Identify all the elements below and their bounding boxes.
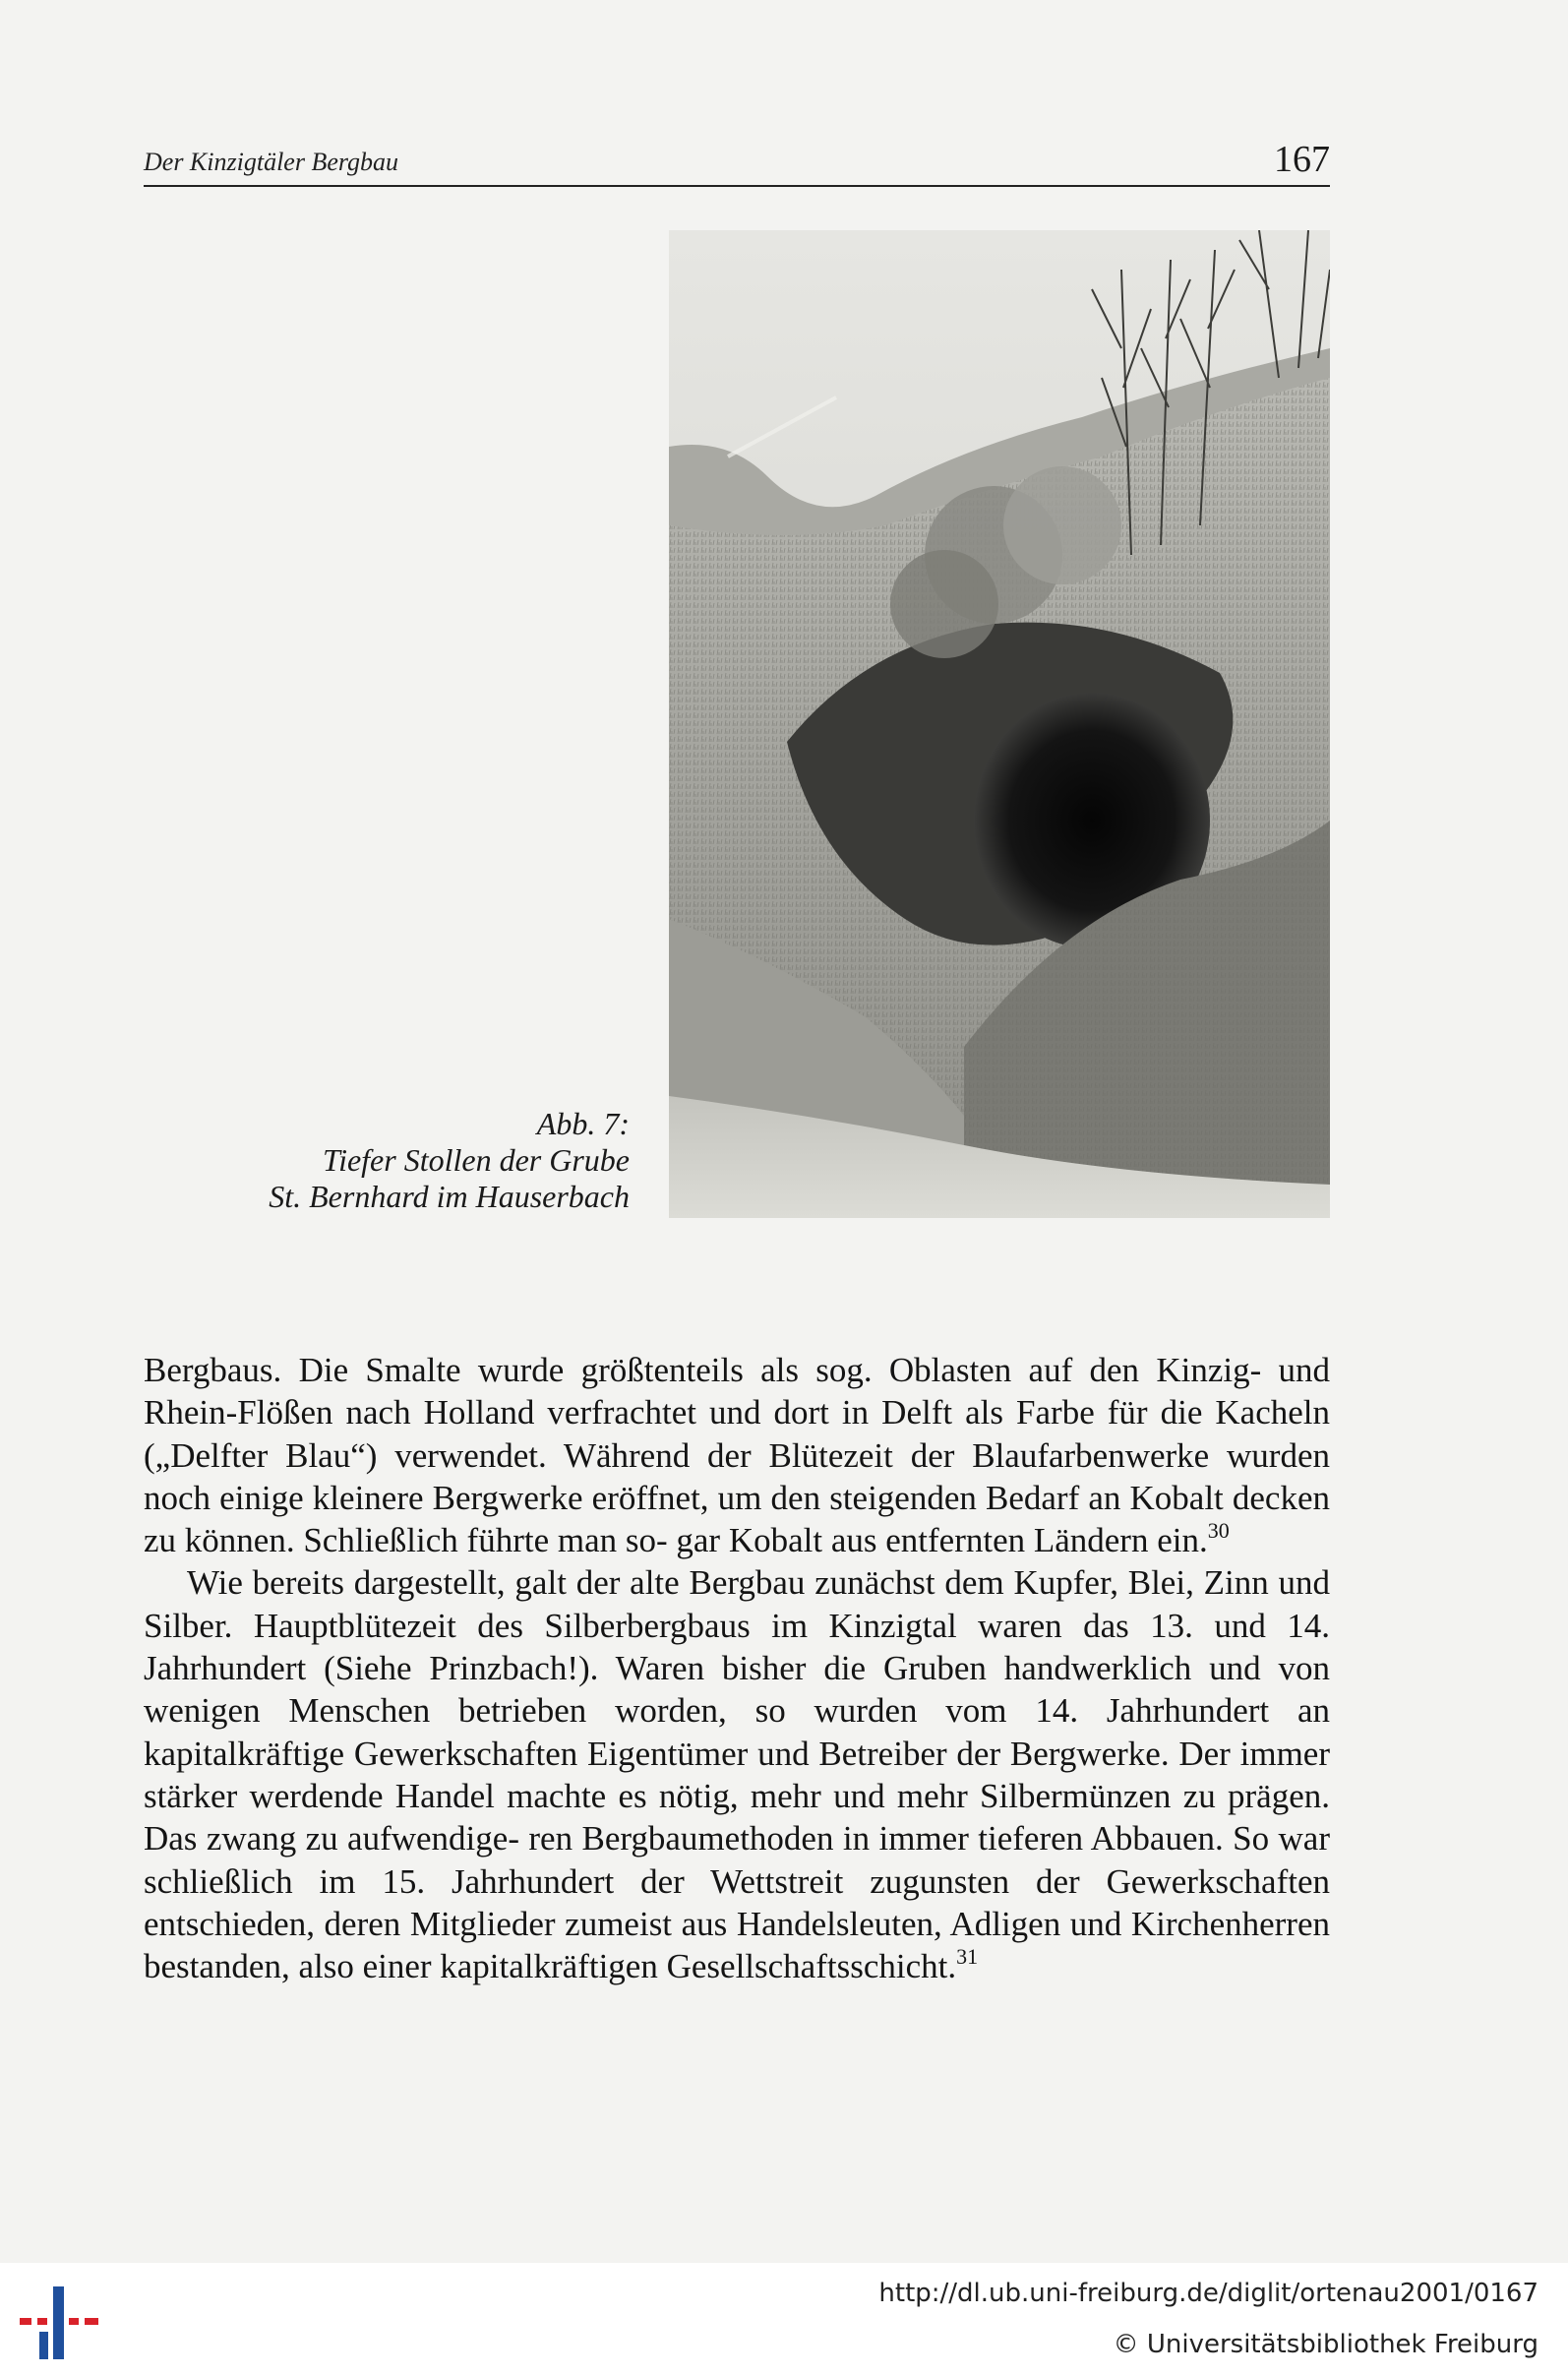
ub-freiburg-logo-icon[interactable] [18,2283,106,2361]
body-text [144,1349,1330,1987]
paragraph [144,1349,1330,1561]
figure-caption [148,1106,630,1215]
footnote-ref[interactable]: 31 [956,1944,979,1970]
figure-photo-mine-tunnel [669,230,1330,1218]
running-head [144,136,1330,187]
caption-line: Tiefer Stollen der Grube [323,1142,630,1178]
copyright-text: © Universitätsbibliothek Freiburg [1113,2330,1538,2359]
caption-line: St. Bernhard im Hauserbach [269,1179,630,1214]
paragraph-text: Wie bereits dargestellt, galt der alte Bergbau zunächst dem Kupfer, Blei, Zinn und Silber. Hauptblütezeit des Silberbergbaus im Kinzigtal waren das 13. und 14. Jahrhundert (Siehe Prinzbach!). Waren bisher die Gruben handwerklich und von wenigen Menschen betrieben worden, so wurden vom 14. Jahrhundert an kapitalkräftige Gewerkschaften Eigentümer und Betreiber der Bergwerke. Der immer stärker werdende Handel machte es nötig, mehr und mehr Silbermünzen zu prägen. Das zwang zu aufwendige- ren Bergbaumethoden in immer tieferen Abbauen. So war schließlich im 15. Jahrhundert der Wettstreit zugunsten der Gewerkschaften entschieden, deren Mitglieder zumeist aus Handelsleuten, Adligen und Kirchenherren bestanden, also einer kapitalkräftigen Gesellschaftsschicht. [144,1563,1330,1986]
caption-line: Abb. 7: [536,1106,630,1141]
paragraph [144,1561,1330,1987]
footnote-ref[interactable]: 30 [1207,1518,1230,1544]
paragraph-text: Bergbaus. Die Smalte wurde größtenteils als sog. Oblasten auf den Kinzig- und Rhein-Flößen nach Holland verfrachtet und dort in Delft als Farbe für die Kacheln („Delfter Blau“) verwendet. Während der Blütezeit der Blaufarbenwerke wurden noch einige kleinere Bergwerke eröffnet, um den steigenden Bedarf an Kobalt decken zu können. Schließlich führte man so- gar Kobalt aus entfernten Ländern ein. [144,1351,1330,1560]
photo-image [669,230,1330,1218]
source-url-link[interactable]: http://dl.ub.uni-freiburg.de/diglit/ortenau2001/0167 [878,2279,1538,2308]
footer [0,2263,1568,2376]
page-number: 167 [1274,139,1330,180]
running-title: Der Kinzigtäler Bergbau [144,148,399,176]
